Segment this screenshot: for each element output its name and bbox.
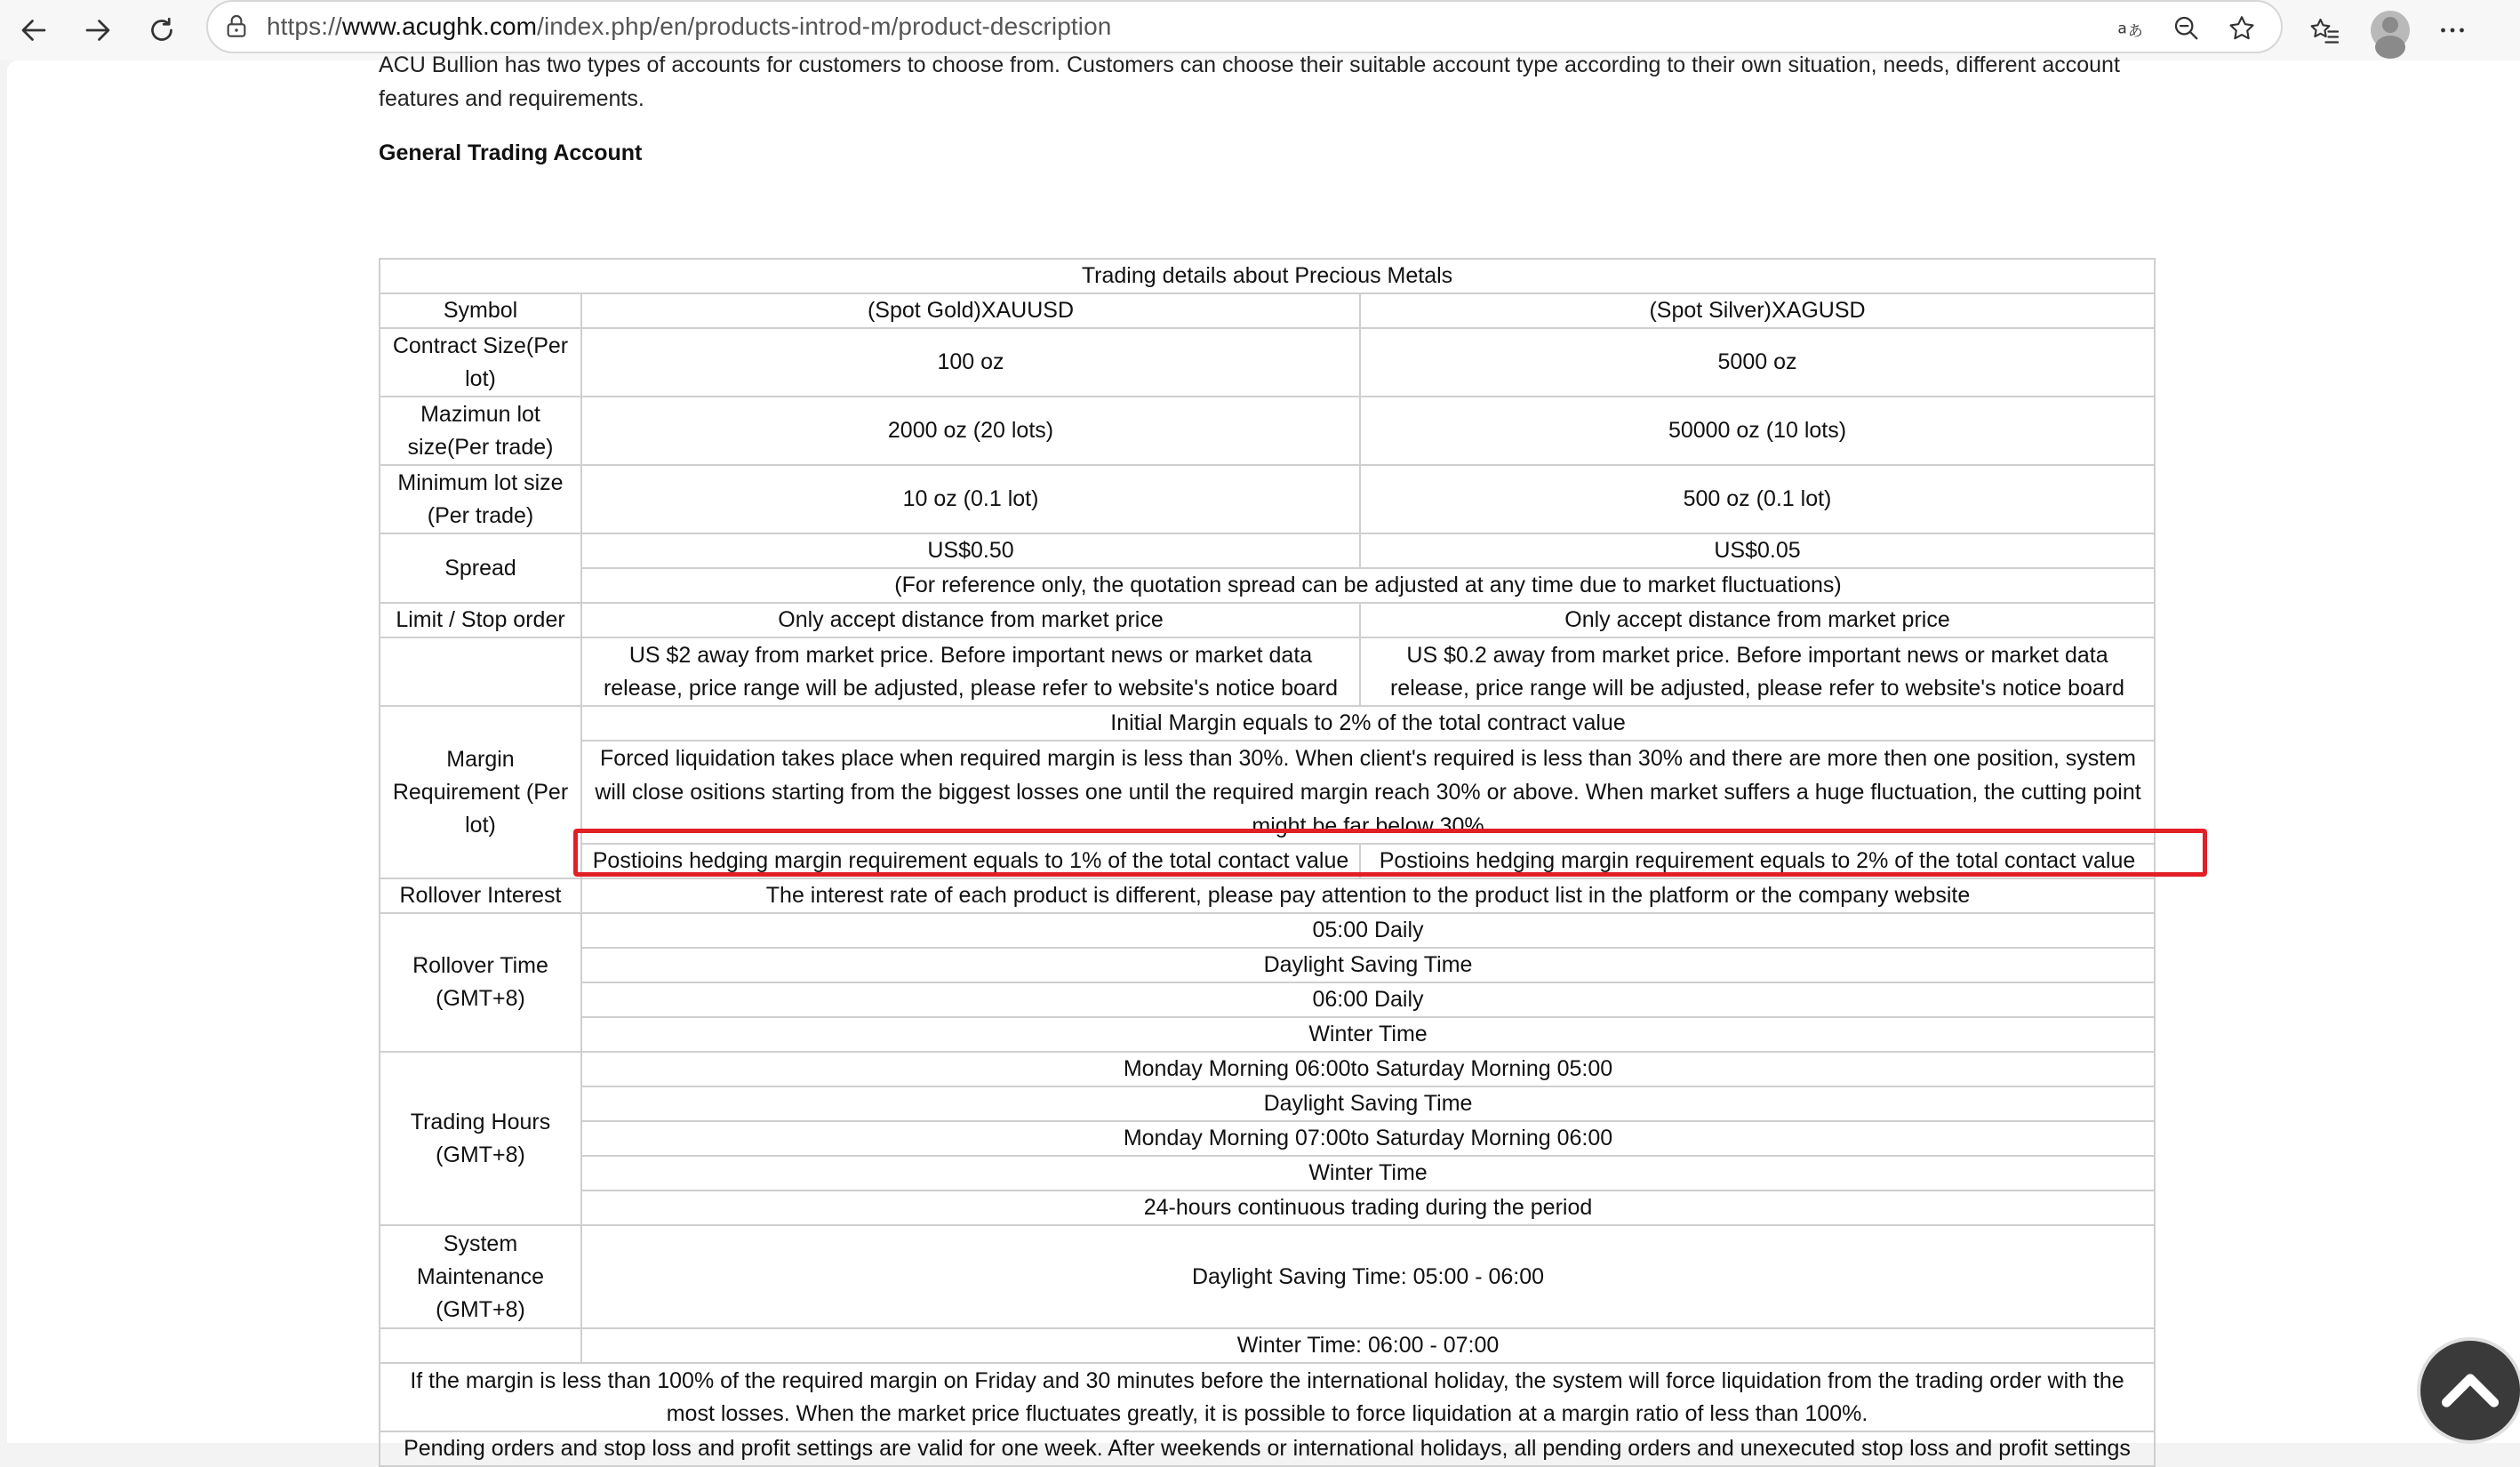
trading-hours-row: Monday Morning 07:00to Saturday Morning 06:00 — [581, 1121, 2155, 1156]
cell-silver: 5000 oz — [1360, 328, 2155, 397]
table-row — [380, 1086, 2155, 1121]
row-label: Contract Size(Per lot) — [380, 328, 581, 397]
row-label: Rollover Time (GMT+8) — [380, 913, 581, 1052]
hedge-margin-gold: Postioins hedging margin requirement equals to 1% of the total contact value — [581, 844, 1360, 878]
lock-icon[interactable] — [222, 12, 251, 41]
initial-margin: Initial Margin equals to 2% of the total contract value — [581, 706, 2155, 741]
chevron-up-icon — [2435, 1355, 2506, 1426]
row-label: Mazimun lot size(Per trade) — [380, 397, 581, 465]
forced-liquidation: Forced liquidation takes place when required margin is less than 30%. When client's required is less than 30% and there are more then one position, system will close ositions starting from the biggest losses one until the required margin reach 30% or above. When market suffers a huge fluctuation, the cutting point might be far below 30% — [581, 741, 2155, 844]
cell-gold: US $2 away from market price. Before important news or market data release, price range will be adjusted, please refer to website's notice board — [581, 637, 1360, 706]
cell-silver: US $0.2 away from market price. Before important news or market data release, price range will be adjusted, please refer to website's notice board — [1360, 637, 2155, 706]
table-row — [380, 1225, 2155, 1328]
table-row — [380, 328, 2155, 397]
maintenance-dst: Daylight Saving Time: 05:00 - 06:00 — [581, 1225, 2155, 1328]
row-label: Rollover Interest — [380, 878, 581, 913]
more-horizontal-icon — [2436, 14, 2468, 46]
profile-avatar[interactable] — [2371, 11, 2410, 50]
cell-silver: US$0.05 — [1360, 533, 2155, 568]
row-label: Minimum lot size (Per trade) — [380, 465, 581, 533]
table-row — [380, 913, 2155, 948]
section-title: General Trading Account — [379, 140, 643, 165]
table-row — [380, 1363, 2155, 1431]
more-options-button[interactable] — [2429, 7, 2476, 53]
svg-text:a: a — [2117, 20, 2127, 38]
row-label: Spread — [380, 533, 581, 603]
highlight-box — [573, 829, 2207, 877]
rollover-time-row: Daylight Saving Time — [581, 948, 2155, 982]
address-bar[interactable] — [206, 0, 2283, 53]
cell-gold: (Spot Gold)XAUUSD — [581, 293, 1360, 328]
table-row — [380, 259, 2155, 293]
star-icon — [2227, 13, 2257, 44]
table-row — [380, 1328, 2155, 1363]
table-row — [380, 637, 2155, 706]
table-row — [380, 878, 2155, 913]
favorites-list-icon — [2308, 14, 2340, 46]
table-row — [380, 1156, 2155, 1190]
cell-gold: 2000 oz (20 lots) — [581, 397, 1360, 465]
trading-hours-row: Monday Morning 06:00to Saturday Morning 05:00 — [581, 1052, 2155, 1086]
cell-silver: 50000 oz (10 lots) — [1360, 397, 2155, 465]
table-row — [380, 293, 2155, 328]
arrow-left-icon — [18, 14, 50, 46]
table-row — [380, 397, 2155, 465]
spread-note: (For reference only, the quotation spread can be adjusted at any time due to market fluctuations) — [581, 568, 2155, 603]
intro-paragraph: ACU Bullion has two types of accounts for customers to choose from. Customers can choose their suitable account type according to their own situation, needs, different account features and requirements. — [379, 52, 2120, 111]
cell-gold: 100 oz — [581, 328, 1360, 397]
forward-button[interactable] — [75, 7, 121, 53]
cell-silver: (Spot Silver)XAGUSD — [1360, 293, 2155, 328]
translate-icon — [2116, 13, 2147, 44]
arrow-right-icon — [82, 14, 114, 46]
cell-silver: Only accept distance from market price — [1360, 603, 2155, 637]
table-row — [380, 1017, 2155, 1052]
rollover-time-row: 05:00 Daily — [581, 913, 2155, 948]
rollover-interest-value: The interest rate of each product is different, please pay attention to the product list in the platform or the company website — [581, 878, 2155, 913]
friday-note: If the margin is less than 100% of the required margin on Friday and 30 minutes before the international holiday, the system will force liquidation from the trading order with the most losses. When the market price fluctuates greatly, it is possible to force liquidation at a margin ratio of less than 100%. — [380, 1363, 2155, 1431]
zoom-out-button[interactable] — [2169, 11, 2204, 46]
table-row — [380, 603, 2155, 637]
pending-note: Pending orders and stop loss and profit settings are valid for one week. After weekends or international holidays, all pending orders and unexecuted stop loss and profit settings — [380, 1431, 2155, 1466]
table-row — [380, 706, 2155, 741]
zoom-out-icon — [2172, 13, 2202, 44]
page-viewport — [7, 52, 2520, 1461]
table-row — [380, 1431, 2155, 1466]
table-row — [380, 1190, 2155, 1225]
cell-gold: Only accept distance from market price — [581, 603, 1360, 637]
row-label: Symbol — [380, 293, 581, 328]
back-button[interactable] — [11, 7, 57, 53]
svg-text:あ: あ — [2127, 22, 2143, 41]
trading-hours-row: Daylight Saving Time — [581, 1086, 2155, 1121]
table-row — [380, 1121, 2155, 1156]
row-label: Trading Hours (GMT+8) — [380, 1052, 581, 1225]
table-row — [380, 568, 2155, 603]
table-row — [380, 982, 2155, 1017]
hedge-margin-silver: Postioins hedging margin requirement equals to 2% of the total contact value — [1360, 844, 2155, 878]
row-label-empty — [380, 1328, 581, 1363]
cell-gold: 10 oz (0.1 lot) — [581, 465, 1360, 533]
row-label: Limit / Stop order — [380, 603, 581, 637]
refresh-icon — [146, 14, 178, 46]
scroll-to-top-button[interactable] — [2420, 1341, 2520, 1440]
url-text[interactable]: https://www.acughk.com/index.php/en/products-introd-m/product-description — [267, 12, 1112, 40]
rollover-time-row: Winter Time — [581, 1017, 2155, 1052]
favorites-button[interactable] — [2301, 7, 2348, 53]
row-label: System Maintenance (GMT+8) — [380, 1225, 581, 1328]
favorite-button[interactable] — [2224, 11, 2260, 46]
table-title: Trading details about Precious Metals — [380, 259, 2155, 293]
trading-hours-row: Winter Time — [581, 1156, 2155, 1190]
trading-hours-row: 24-hours continuous trading during the period — [581, 1190, 2155, 1225]
table-row — [380, 948, 2155, 982]
maintenance-winter: Winter Time: 06:00 - 07:00 — [581, 1328, 2155, 1363]
table-row — [380, 1052, 2155, 1086]
row-label: Margin Requirement (Per lot) — [380, 706, 581, 878]
cell-gold: US$0.50 — [581, 533, 1360, 568]
table-row — [380, 533, 2155, 568]
table-row — [380, 465, 2155, 533]
read-aloud-button[interactable] — [2114, 11, 2149, 46]
refresh-button[interactable] — [139, 7, 185, 53]
rollover-time-row: 06:00 Daily — [581, 982, 2155, 1017]
row-label-empty — [380, 637, 581, 706]
cell-silver: 500 oz (0.1 lot) — [1360, 465, 2155, 533]
